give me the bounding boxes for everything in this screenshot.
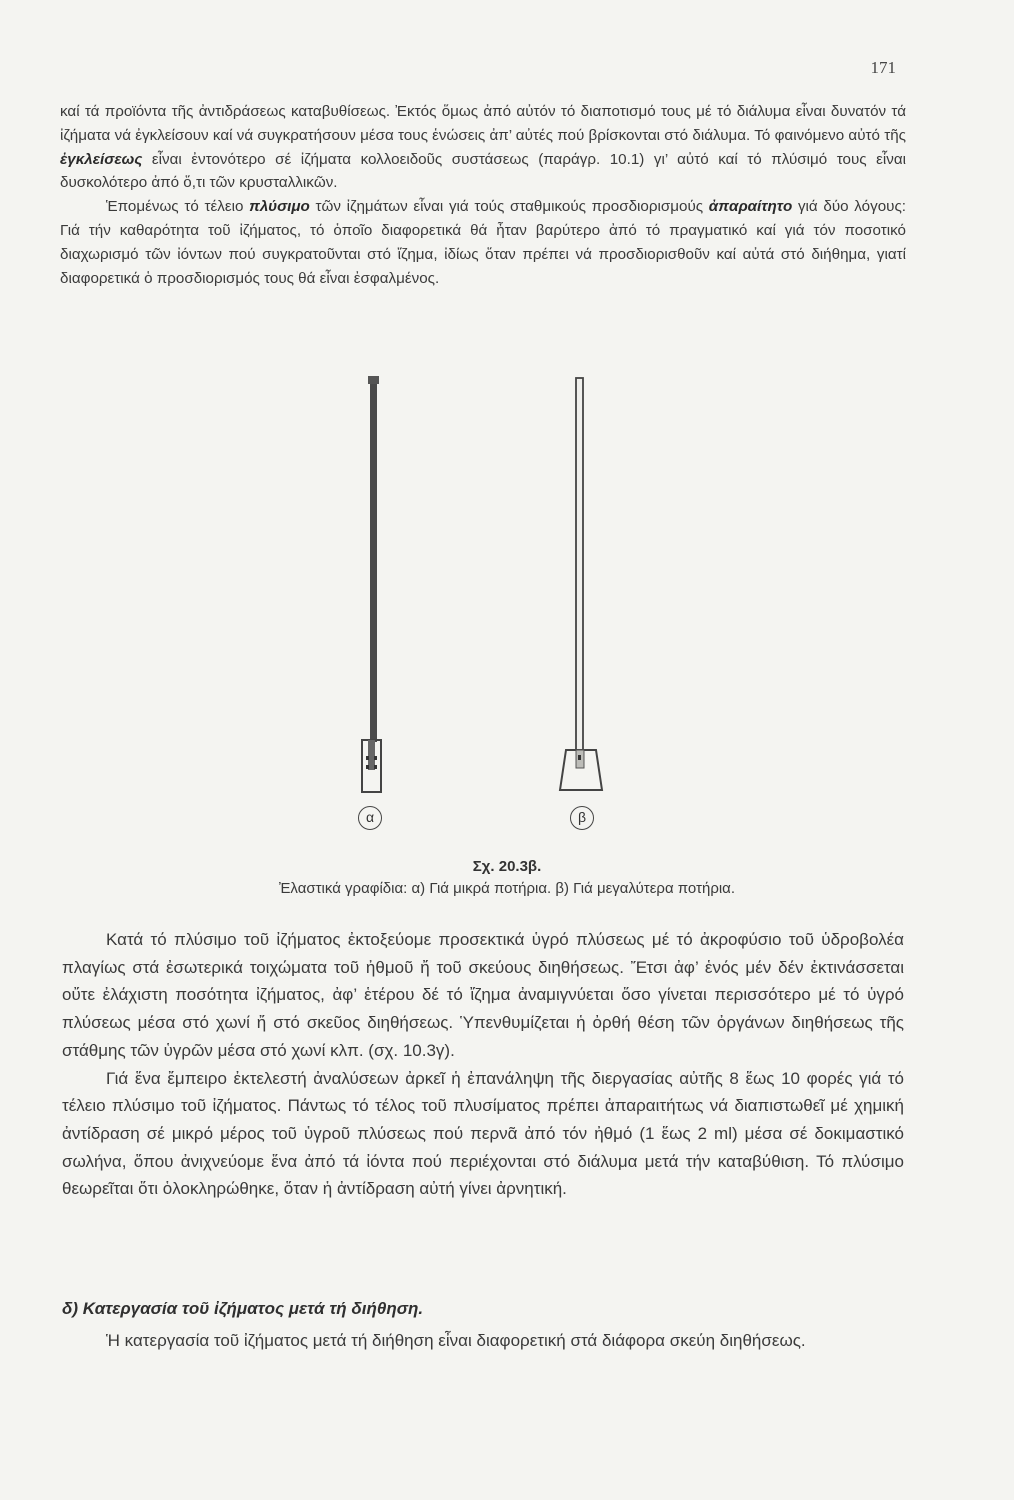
- paragraph-5: [62, 1327, 904, 1355]
- rod-b: [560, 378, 602, 790]
- rod-a: [362, 376, 381, 792]
- figure-caption-text: Ἐλαστικά γραφίδια: α) Γιά μικρά ποτήρια. β) Γιά μεγαλύτερα ποτήρια.: [278, 880, 736, 897]
- p2-seg-5: γιά δύο λόγους: Γιά τήν καθαρότητα τοῦ ἰζήματος, τό ὁποῖο διαφορετικά θά ἦταν βαρύτερο ἀπό τό πραγματικό καί γιά τόν ποσοτικό διαχωρισμό τῶν ἰόντων πού συγκρατοῦνται στό ἴζημα, ἰδίως ὅταν πρέπει νά προσδιορισθοῦν καί αὐτά στό διήθημα, γιατί διαφορετικά ὁ προσδιορισμός τους θά εἶναι ἐσφαλμένος.: [60, 198, 907, 287]
- figure-caption-title: Σχ. 20.3β.: [472, 858, 542, 875]
- p2-emph-plysimo: πλύσιμο: [249, 198, 310, 216]
- figure-label-a: α: [358, 806, 382, 830]
- p2-emph-aparaitito: ἀπαραίτητο: [708, 198, 793, 216]
- figure-label-b: β: [570, 806, 594, 830]
- p1-emph-enkleiseos: ἐγκλείσεως: [60, 150, 143, 168]
- p3-text: Κατά τό πλύσιμο τοῦ ἰζήματος ἐκτοξεύομε προσεκτικά ὑγρό πλύσεως μέ τό ἀκροφύσιο τοῦ ὑδροβολέα πλαγίως στά ἐσωτερικά τοιχώματα τοῦ ἠθμοῦ ἤ τοῦ σκεύους διηθήσεως. Ἔτσι ἀφ’ ἑνός μέν δέν ἐκτινάσσεται οὔτε ἐλάχιστη ποσότητα ἰζήματος, ἀφ’ ἑτέρου δέ τό ἴζημα ἀναμιγνύεται ὅσο γίνεται περισσότερο μέ τό ὑγρό πλύσεως μέσα στό χωνί ἤ στό σκεῦος διηθήσεως. Ὑπενθυμίζεται ἡ ὀρθή θέση τῶν ὀργάνων διηθήσεως τῆς στάθμης τῶν ὑγρῶν μέσα στό χωνί κλπ. (σχ. 10.3γ).: [62, 930, 904, 1060]
- paragraph-3: [62, 926, 904, 1065]
- p5-text: Ἡ κατεργασία τοῦ ἰζήματος μετά τή διήθηση εἶναι διαφορετική στά διάφορα σκεύη διηθήσεως.: [106, 1331, 806, 1350]
- page-number: 171: [870, 58, 896, 77]
- paragraph-4: [62, 1065, 904, 1204]
- p4-text: Γιά ἕνα ἔμπειρο ἐκτελεστή ἀναλύσεων ἀρκεῖ ἡ ἐπανάληψη τῆς διεργασίας αὐτῆς 8 ἕως 10 φορές γιά τό τέλειο πλύσιμο τοῦ ἰζήματος. Πάντως τό τέλος τοῦ πλυσίματος πρέπει ἀπαραιτήτως νά διαπιστωθεῖ μέ χημική ἀντίδραση σέ μικρό μέρος τοῦ ὑγροῦ πλύσεως πού περνᾶ ἀπό τόν ἠθμό (1 ἕως 2 ml) μέσα σέ δοκιμαστικό σωλήνα, ὅπου ἀνιχνεύομε ἕνα ἀπό τά ἰόντα πού περιέχονται στό διάλυμα μετά τήν καταβύθιση. Τό πλύσιμο θεωρεῖται ὅτι ὁλοκληρώθηκε, ὅταν ἡ ἀντίδραση αὐτή γίνει ἀρνητική.: [62, 1068, 904, 1199]
- p1-seg-3: εἶναι ἐντονότερο σέ ἰζήματα κολλοειδοῦς συστάσεως (παράγρ. 10.1) γι’ αὐτό καί τό πλύσιμό τους εἶναι δυσκολότερο ἀπό ὅ,τι τῶν κρυσταλλικῶν.: [60, 150, 906, 192]
- section-heading: δ) Κατεργασία τοῦ ἰζήματος μετά τή διήθηση.: [62, 1299, 424, 1318]
- bottom-text-block: [62, 926, 904, 1203]
- p1-seg-1: καί τά προϊόντα τῆς ἀντιδράσεως καταβυθίσεως. Ἐκτός ὅμως ἀπό αὐτόν τό διαποτισμό τους μέ τό διάλυμα εἶναι δυνατόν τά ἰζήματα νά ἐγκλείσουν καί νά συγκρατήσουν μέσα τους ἑνώσεις ἀπ’ αὐτές πού βρίσκονται στό διάλυμα. Τό φαινόμενο αὐτό τῆς: [60, 103, 906, 144]
- section-text-block: [62, 1327, 904, 1355]
- p2-seg-3: τῶν ἰζημάτων εἶναι γιά τούς σταθμικούς προσδιορισμούς: [309, 198, 709, 216]
- p2-seg-1: Ἑπομένως τό τέλειο: [106, 198, 250, 216]
